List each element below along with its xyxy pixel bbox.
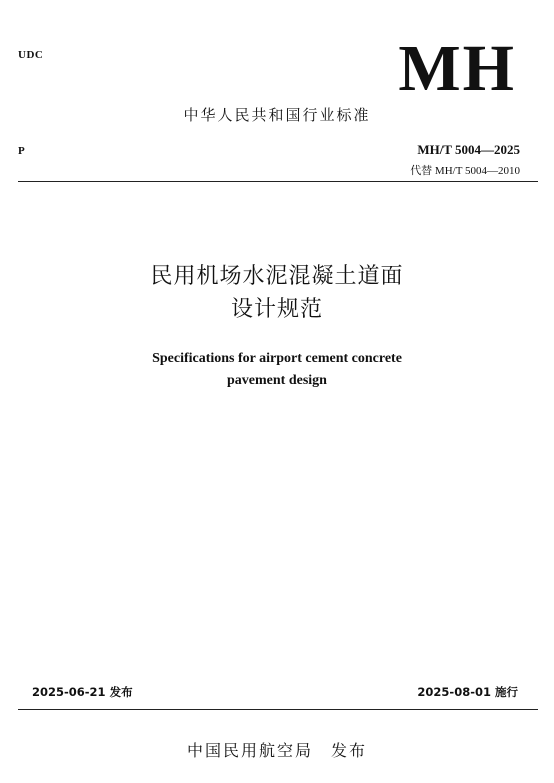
industry-standard-heading: 中华人民共和国行业标准 xyxy=(183,106,371,124)
title-cn-line1: 民用机场水泥混凝土道面 xyxy=(150,264,404,289)
document-title-cn xyxy=(0,260,554,326)
implementation-date: 2025-08-01 施行 xyxy=(417,685,518,699)
title-en-line2: pavement design xyxy=(227,373,327,388)
top-divider xyxy=(18,181,538,182)
title-cn-line2: 设计规范 xyxy=(230,297,323,322)
bottom-divider xyxy=(18,709,538,710)
category-code: P xyxy=(18,145,25,157)
issue-date: 2025-06-21 发布 xyxy=(32,685,133,699)
standard-number: MH/T 5004—2025 xyxy=(417,142,520,157)
udc-label: UDC xyxy=(18,49,44,61)
document-title-en xyxy=(0,348,554,392)
publisher: 中国民用航空局 发布 xyxy=(186,741,367,760)
mh-logo: MH xyxy=(398,32,516,105)
title-en-line1: Specifications for airport cement concrete xyxy=(152,351,402,366)
replaces-standard: 代替 MH/T 5004—2010 xyxy=(410,165,520,177)
